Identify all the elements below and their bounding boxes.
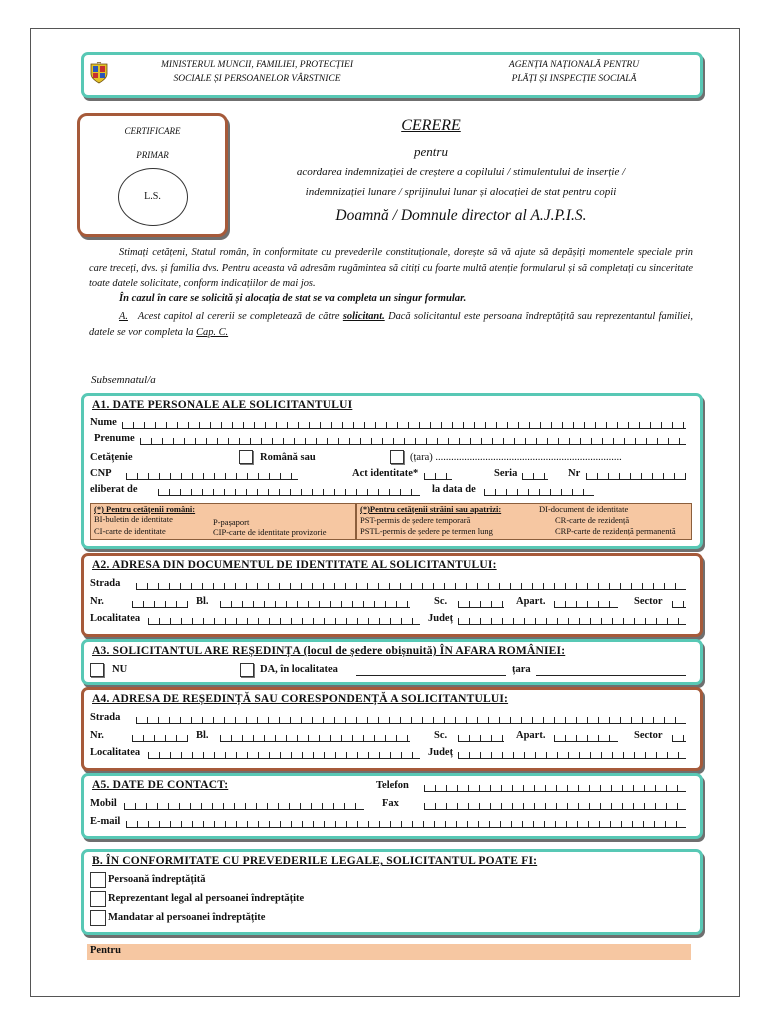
a4-bl-label: Bl. [196,730,209,741]
a4-title: A4. ADRESA DE REȘEDINȚĂ SAU CORESPONDENȚĂ A SOLICITANTULUI: [92,693,509,705]
a1-note-foreign [356,503,692,540]
ministry-line1: MINISTERUL MUNCII, FAMILIEI, PROTECȚIEI [160,60,353,70]
a2-judet-field[interactable] [458,618,686,625]
a2-bl-field[interactable] [220,601,410,608]
note-fo-pstl: PSTL-permis de ședere pe termen lung [360,526,493,536]
a5-fax-label: Fax [382,798,399,809]
chapter-a-text: Acest capitol al cererii se completează de către [137,311,340,322]
a2-bl-label: Bl. [196,596,209,607]
a4-localitatea-label: Localitatea [90,747,141,758]
a2-nr-field[interactable] [132,601,188,608]
a2-sc-label: Sc. [434,596,448,607]
a1-romana-label: Română sau [260,452,316,463]
note-ro-title: (*) Pentru cetățenii români: [94,504,196,514]
section-a5 [81,773,703,839]
a4-strada-field[interactable] [136,717,686,724]
a1-ladata-label: la data de [432,484,476,495]
a2-strada-field[interactable] [136,583,686,590]
a5-telefon-field[interactable] [424,785,686,792]
b-opt3-checkbox[interactable] [90,910,106,926]
a1-nr-field[interactable] [586,473,686,480]
a1-note-romanian [90,503,356,540]
chapter-a-text2: Dacă solicitantul este persoana îndreptățită sau reprezentantul familiei, datele se vor completa la [89,311,693,338]
chapter-a-solicitant: solicitant. [342,311,385,322]
chapter-a-marker: A. [119,311,128,322]
a2-strada-label: Strada [90,578,121,589]
title-line1: acordarea indemnizației de creștere a copilului / stimulentului de inserție / [296,166,626,178]
a1-tara-label: (țara) ....................................................................... [410,452,622,463]
agency-line2: PLĂȚI ȘI INSPECȚIE SOCIALĂ [511,74,637,84]
a1-eliberat-label: eliberat de [90,484,138,495]
a3-localitate-field[interactable] [356,675,506,676]
a5-fax-field[interactable] [424,803,686,810]
a4-nr-field[interactable] [132,735,188,742]
a4-strada-label: Strada [90,712,121,723]
stamp-ls: L.S. [144,191,161,202]
a4-apart-field[interactable] [554,735,618,742]
title-address: Doamnă / Domnule director al A.J.P.I.S. [335,207,587,224]
a4-nr-label: Nr. [90,730,104,741]
a1-title: A1. DATE PERSONALE ALE SOLICITANTULUI [92,399,353,411]
a2-nr-label: Nr. [90,596,104,607]
form-page [30,28,740,997]
intro-chapter-a [89,309,693,340]
a5-email-label: E-mail [90,816,121,827]
ministry-line2: SOCIALE ȘI PERSOANELOR VÂRSTNICE [173,74,341,84]
agency-line1: AGENȚIA NAȚIONALĂ PENTRU [508,60,640,70]
a3-da-label: DA, în localitatea [260,664,338,675]
a3-nu-checkbox[interactable] [90,663,104,677]
note-ro-cip: CIP-carte de identitate provizorie [213,527,327,537]
a1-romana-checkbox[interactable] [239,450,253,464]
a5-mobil-label: Mobil [90,798,117,809]
b-opt1-label: Persoană îndreptățită [108,874,206,885]
chapter-a-cap-c: Cap. C. [196,326,229,338]
a3-tara-label: țara [512,664,531,675]
a1-nume-label: Nume [90,417,117,428]
a4-sc-label: Sc. [434,730,448,741]
a2-localitatea-label: Localitatea [90,613,141,624]
note-fo-title: (*)Pentru cetățenii străini sau apatrizi: [360,504,502,514]
a1-nr-label: Nr [568,468,581,479]
a2-apart-field[interactable] [554,601,618,608]
a4-sector-label: Sector [634,730,663,741]
section-a3 [81,639,703,685]
a1-cetatenie-label: Cetățenie [90,452,133,463]
note-fo-di: DI-document de identitate [539,504,629,514]
coat-of-arms-icon [90,62,108,84]
a4-sc-field[interactable] [458,735,504,742]
title-line2: indemnizației lunare / sprijinului lunar și alocației de stat pentru copii [305,186,617,198]
b-opt2-label: Reprezentant legal al persoanei îndreptățite [108,893,305,904]
a3-nu-label: NU [112,664,128,675]
b-opt1-checkbox[interactable] [90,872,106,888]
section-a4 [81,687,703,771]
a2-judet-label: Județ [428,613,454,624]
a5-title: A5. DATE DE CONTACT: [92,779,229,791]
subsemnatul-label: Subsemnatul/a [91,374,156,386]
stamp-primar: PRIMAR [136,150,169,160]
a2-sc-field[interactable] [458,601,504,608]
a1-nume-field[interactable] [122,422,686,429]
a4-judet-field[interactable] [458,752,686,759]
a3-tara-field[interactable] [536,675,686,676]
a4-localitatea-field[interactable] [148,752,420,759]
a2-localitatea-field[interactable] [148,618,420,625]
section-a1 [81,393,703,549]
a1-seria-field[interactable] [522,473,548,480]
pentru-bar [87,944,691,960]
a1-cnp-field[interactable] [126,473,298,480]
pentru-label: Pentru [90,945,121,956]
section-b [81,849,703,935]
a4-sector-field[interactable] [672,735,686,742]
a1-cnp-label: CNP [90,468,112,479]
note-ro-ci: CI-carte de identitate [94,526,166,536]
section-a2 [81,553,703,637]
a1-ladata-field[interactable] [484,489,594,496]
stamp-certificare: CERTIFICARE [124,126,181,136]
note-fo-cr: CR-carte de rezidență [555,515,630,525]
a1-tara-checkbox[interactable] [390,450,404,464]
certification-stamp-box [77,113,228,237]
b-opt3-label: Mandatar al persoanei îndreptățite [108,912,266,923]
b-title: B. ÎN CONFORMITATE CU PREVEDERILE LEGALE, SOLICITANTUL POATE FI: [92,855,538,867]
note-ro-p: P-pașaport [213,517,250,527]
a2-sector-field[interactable] [672,601,686,608]
a1-prenume-label: Prenume [94,433,135,444]
a4-bl-field[interactable] [220,735,410,742]
a4-apart-label: Apart. [516,730,546,741]
intro-single-form-note: În cazul în care se solicită și alocația de stat se va completa un singur formular. [119,293,467,304]
a3-da-checkbox[interactable] [240,663,254,677]
a5-telefon-label: Telefon [376,780,409,791]
a5-email-field[interactable] [126,821,686,828]
a1-act-field[interactable] [424,473,452,480]
a1-eliberat-field[interactable] [158,489,420,496]
a5-mobil-field[interactable] [124,803,364,810]
a3-title: A3. SOLICITANTUL ARE REȘEDINȚA (locul de ședere obișnuită) ÎN AFARA ROMÂNIEI: [92,645,566,657]
header-banner [81,52,703,98]
a1-seria-label: Seria [494,468,518,479]
a4-judet-label: Județ [428,747,454,758]
note-ro-bi: BI-buletin de identitate [94,514,173,524]
a2-sector-label: Sector [634,596,663,607]
intro-paragraph: Stimați cetățeni, Statul român, în conformitate cu prevederile constituționale, dorește să vă ajute să depășiți momentele speciale prin care treceți, dvs. și familia dvs. Pentru aceasta vă adresăm rugămintea să citiți cu foarte multă atenție formularul și să completați cu sinceritate toate datele solicitate, conform indicațiilor de mai jos. [89,247,693,289]
title-pentru: pentru [414,144,448,159]
a2-title: A2. ADRESA DIN DOCUMENTUL DE IDENTITATE AL SOLICITANTULUI: [92,559,497,571]
note-fo-crp: CRP-carte de rezidență permanentă [555,526,676,536]
b-opt2-checkbox[interactable] [90,891,106,907]
form-title: CERERE [401,117,461,134]
a1-prenume-field[interactable] [140,438,686,445]
a1-act-label: Act identitate* [352,468,419,479]
note-fo-pst: PST-permis de ședere temporară [360,515,471,525]
a2-apart-label: Apart. [516,596,546,607]
